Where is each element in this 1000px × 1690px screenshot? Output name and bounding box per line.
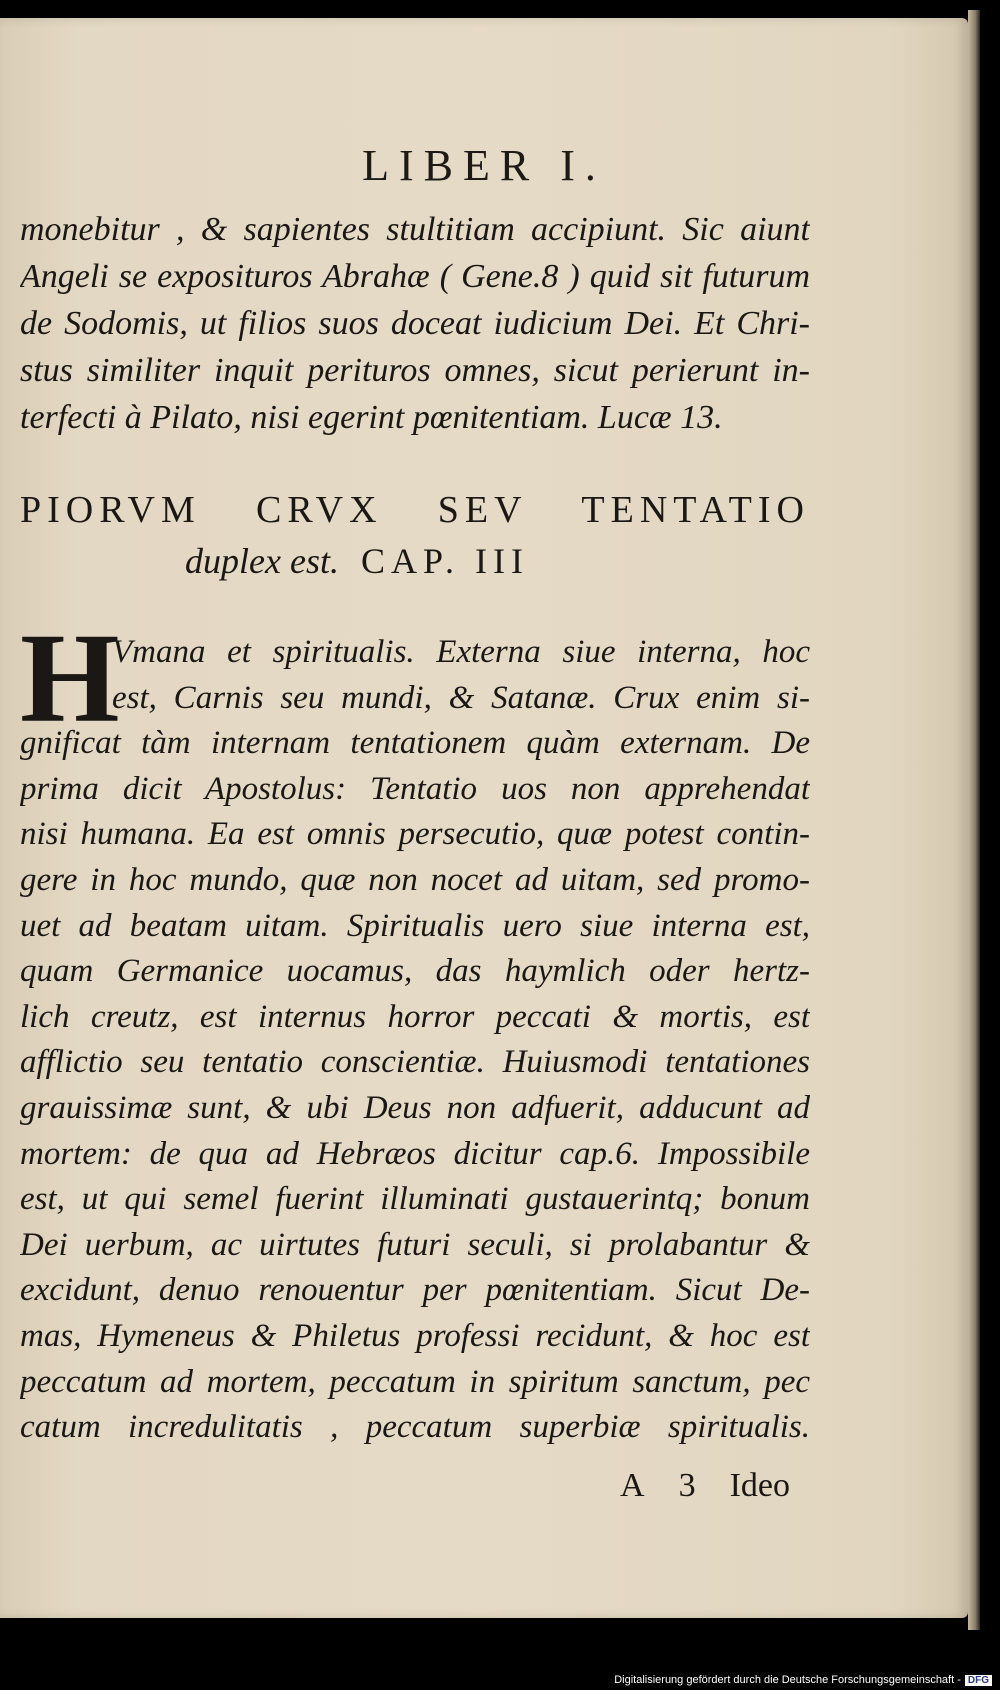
body-text-block <box>20 607 810 1451</box>
catchword: Ideo <box>729 1467 790 1504</box>
text-line: afflictio seu tentatio conscientiæ. Huiusmodi tentationes <box>20 1044 810 1081</box>
chapter-subtitle <box>20 540 810 582</box>
footer-text: Digitalisierung gefördert durch die Deutsche Forschungsgemeinschaft - <box>614 1674 961 1686</box>
chapter-number: CAP. III <box>360 541 529 581</box>
text-line: est, Carnis seu mundi, & Satanæ. Crux enim si- <box>112 679 810 716</box>
text-line: nisi humana. Ea est omnis persecutio, quæ potest contin- <box>20 816 810 853</box>
signature-number: 3 <box>678 1467 696 1504</box>
chapter-heading <box>20 488 810 582</box>
dfg-logo: DFG <box>965 1675 992 1686</box>
running-head: LIBER I. <box>362 141 606 190</box>
text-line: gere in hoc mundo, quæ non nocet ad uitam, sed promo- <box>20 861 810 898</box>
text-line: Angeli se exposituros Abrahæ ( Gene.8 ) quid sit futurum <box>20 258 810 295</box>
text-line: grauissimæ sunt, & ubi Deus non adfuerit, adducunt ad <box>20 1089 810 1126</box>
text-line: prima dicit Apostolus: Tentatio uos non apprehendat <box>20 770 810 807</box>
text-line: mortem: de qua ad Hebræos dicitur cap.6. Impossibile <box>20 1135 810 1172</box>
text-line: de Sodomis, ut filios suos doceat iudicium Dei. Et Chri- <box>20 305 810 342</box>
signature-mark: A <box>620 1467 645 1504</box>
text-line: excidunt, denuo renouentur per pœnitentiam. Sicut De- <box>20 1272 810 1309</box>
top-text-block <box>20 206 810 441</box>
chapter-subtitle-italic: duplex est. <box>185 541 339 581</box>
text-line: stus similiter inquit perituros omnes, sicut perierunt in- <box>20 352 810 389</box>
text-line: uet ad beatam uitam. Spiritualis uero siue interna est, <box>20 907 810 944</box>
text-line: Vmana et spiritualis. Externa siue interna, hoc <box>112 634 810 670</box>
text-line: lich creutz, est internus horror peccati & mortis, est <box>20 998 810 1035</box>
text-line: gnificat tàm internam tentationem quàm externam. De <box>20 725 810 762</box>
text-line: Dei uerbum, ac uirtutes futuri seculi, si prolabantur & <box>20 1226 810 1263</box>
text-line: monebitur , & sapientes stultitiam accipiunt. Sic aiunt <box>20 211 810 248</box>
page-edge <box>968 10 980 1630</box>
digitization-footer <box>614 1674 992 1686</box>
text-line: est, ut qui semel fuerint illuminati gustauerintq; bonum <box>20 1181 810 1218</box>
text-line: peccatum ad mortem, peccatum in spiritum sanctum, pec <box>20 1363 810 1400</box>
chapter-title: PIORVM CRVX SEV TENTATIO <box>20 489 810 531</box>
drop-cap: H <box>20 607 120 749</box>
catchwords <box>620 1467 820 1505</box>
text-line: quam Germanice uocamus, das haymlich oder hertz- <box>20 953 810 990</box>
text-line: terfecti à Pilato, nisi egerint pœnitentiam. Lucæ 13. <box>20 399 723 436</box>
text-line: mas, Hymeneus & Philetus professi recidunt, & hoc est <box>20 1317 810 1354</box>
text-line: catum incredulitatis , peccatum superbiæ spiritualis. <box>20 1409 810 1446</box>
